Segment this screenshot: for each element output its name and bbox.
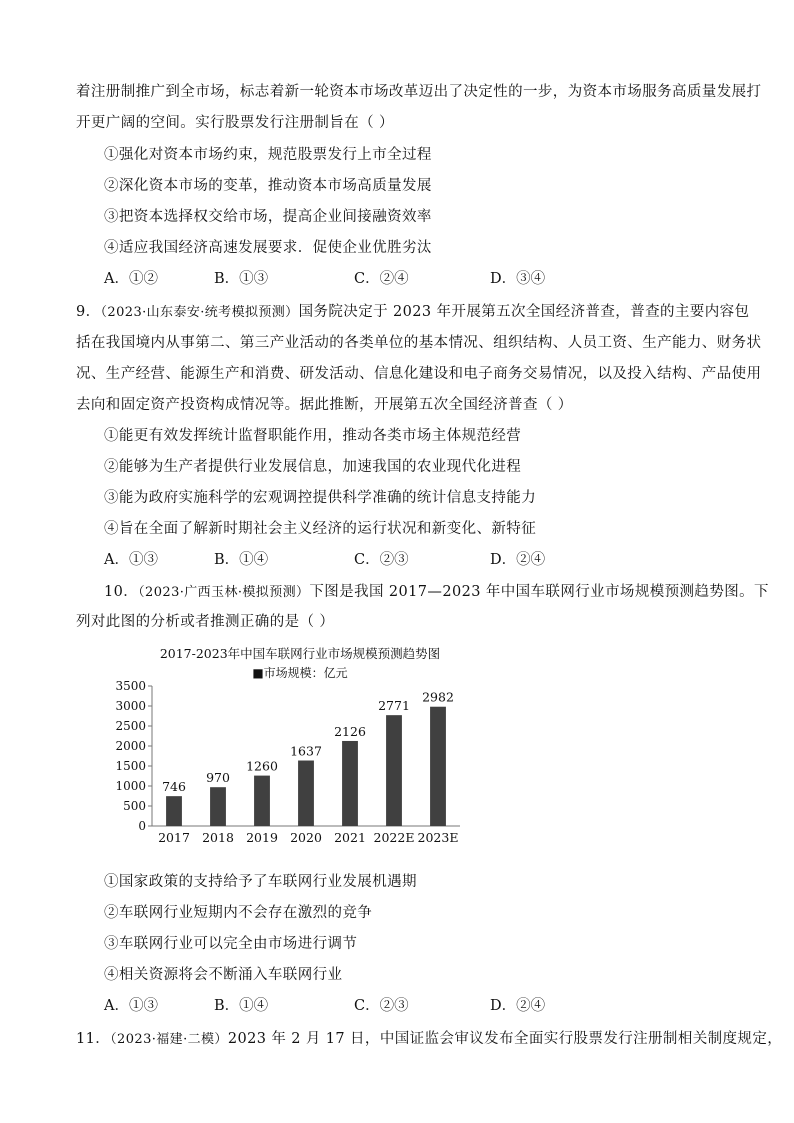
y-tick-label: 2500	[115, 719, 146, 733]
q10-source: （2023·广西玉林·模拟预测）	[138, 585, 310, 600]
bar-2023E	[430, 707, 446, 826]
data-label-2017: 746	[162, 779, 186, 795]
q10-stem-line-2: 列对此图的分析或者推测正确的是（ ）	[76, 614, 335, 630]
q8-option-1: ①强化对资本市场约束，规范股票发行上市全过程	[104, 147, 432, 163]
q10-option-3: ③车联网行业可以完全由市场进行调节	[104, 936, 358, 952]
x-tick-label-2017: 2017	[158, 830, 190, 845]
y-tick-label: 500	[123, 799, 146, 813]
bar-2018	[210, 787, 226, 826]
y-tick-label: 3500	[115, 679, 146, 693]
q8-stem-line-2: 开更广阔的空间。实行股票发行注册制旨在（ ）	[76, 115, 394, 131]
q11-number: 11．	[76, 1031, 111, 1047]
q8-stem-line-1: 着注册制推广到全市场，标志着新一轮资本市场改革迈出了决定性的一步，为资本市场服务高质量发展打	[76, 84, 762, 100]
bar-2021	[342, 741, 358, 826]
q10-stem-line-1	[104, 582, 769, 603]
q10-choice-d: D．②④	[490, 998, 546, 1014]
q10-stem-text: 下图是我国 2017—2023 年中国车联网行业市场规模预测趋势图。下	[309, 584, 769, 600]
q8-choices	[104, 269, 664, 289]
data-label-2020: 1637	[290, 743, 322, 759]
data-label-2019: 1260	[246, 758, 278, 774]
q11-stem-text: 2023 年 2 月 17 日，中国证监会审议发布全面实行股票发行注册制相关制度规定，	[227, 1031, 783, 1047]
q10-choice-b: B．①④	[214, 998, 269, 1014]
q9-choice-a: A．①③	[104, 552, 158, 568]
data-label-2023E: 2982	[422, 689, 454, 705]
y-tick-label: 2000	[115, 739, 146, 753]
q10-choices	[104, 996, 664, 1016]
q11-source: （2023·福建·二模）	[110, 1032, 228, 1047]
q10-option-2: ②车联网行业短期内不会存在激烈的竞争	[104, 905, 373, 921]
q9-option-2: ②能够为生产者提供行业发展信息，加速我国的农业现代化进程	[104, 459, 522, 475]
bar-2020	[298, 761, 314, 826]
q10-number: 10．	[104, 584, 139, 600]
q9-stem-line-4: 去向和固定资产投资构成情况等。据此推断，开展第五次全国经济普查（ ）	[76, 397, 573, 413]
q9-choice-d: D．②④	[490, 552, 546, 568]
chart-title: 2017-2023年中国车联网行业市场规模预测趋势图	[159, 646, 441, 661]
q9-choice-b: B．①④	[214, 552, 269, 568]
y-tick-label: 1000	[115, 779, 146, 793]
q9-source: （2023·山东泰安·统考模拟预测）	[100, 305, 299, 320]
x-tick-label-2022E: 2022E	[373, 830, 415, 845]
q8-option-4: ④适应我国经济高速发展要求．促使企业优胜劣汰	[104, 240, 432, 256]
data-label-2022E: 2771	[378, 698, 410, 714]
x-tick-label-2018: 2018	[202, 830, 234, 845]
q10-option-1: ①国家政策的支持给予了车联网行业发展机遇期	[104, 874, 417, 890]
q9-option-3: ③能为政府实施科学的宏观调控提供科学准确的统计信息支持能力	[104, 490, 537, 506]
q11-stem-line-1	[76, 1029, 783, 1050]
x-tick-label-2020: 2020	[290, 830, 322, 845]
q9-stem-line-2: 括在我国境内从事第二、第三产业活动的各类单位的基本情况、组织结构、人员工资、生产能力、财务状	[76, 335, 762, 351]
chart-legend: ■市场规模：亿元	[252, 666, 348, 680]
q8-option-2: ②深化资本市场的变革，推动资本市场高质量发展	[104, 178, 432, 194]
q9-option-4: ④旨在全面了解新时期社会主义经济的运行状况和新变化、新特征	[104, 521, 537, 537]
chart-bars	[158, 690, 458, 845]
q8-choice-b: B．①③	[214, 271, 269, 287]
bar-2019	[254, 776, 270, 826]
q9-number: 9．	[76, 304, 101, 320]
q9-stem-line-1	[76, 302, 750, 323]
y-tick-label: 1500	[115, 759, 146, 773]
q9-choice-c: C．②③	[354, 552, 409, 568]
q9-stem-text: 国务院决定于 2023 年开展第五次全国经济普查，普查的主要内容包	[298, 304, 750, 320]
q8-choice-d: D．③④	[490, 271, 546, 287]
data-label-2018: 970	[206, 770, 230, 786]
q9-choices	[104, 550, 664, 570]
q8-choice-c: C．②④	[354, 271, 409, 287]
q10-choice-a: A．①③	[104, 998, 158, 1014]
market-size-bar-chart	[110, 640, 470, 850]
x-tick-label-2019: 2019	[246, 830, 278, 845]
bar-2022E	[386, 715, 402, 826]
q10-option-4: ④相关资源将会不断涌入车联网行业	[104, 967, 343, 983]
q8-option-3: ③把资本选择权交给市场，提高企业间接融资效率	[104, 209, 432, 225]
q9-stem-line-3: 况、生产经营、能源生产和消费、研发活动、信息化建设和电子商务交易情况，以及投入结构、产品使用	[76, 366, 762, 382]
y-tick-label: 3000	[115, 699, 146, 713]
q10-choice-c: C．②③	[354, 998, 409, 1014]
x-tick-label-2023E: 2023E	[417, 830, 459, 845]
x-tick-label-2021: 2021	[334, 830, 366, 845]
y-tick-label: 0	[138, 819, 146, 833]
q9-option-1: ①能更有效发挥统计监督职能作用，推动各类市场主体规范经营	[104, 428, 522, 444]
data-label-2021: 2126	[334, 723, 366, 739]
q8-choice-a: A．①②	[104, 271, 158, 287]
bar-2017	[166, 796, 182, 826]
